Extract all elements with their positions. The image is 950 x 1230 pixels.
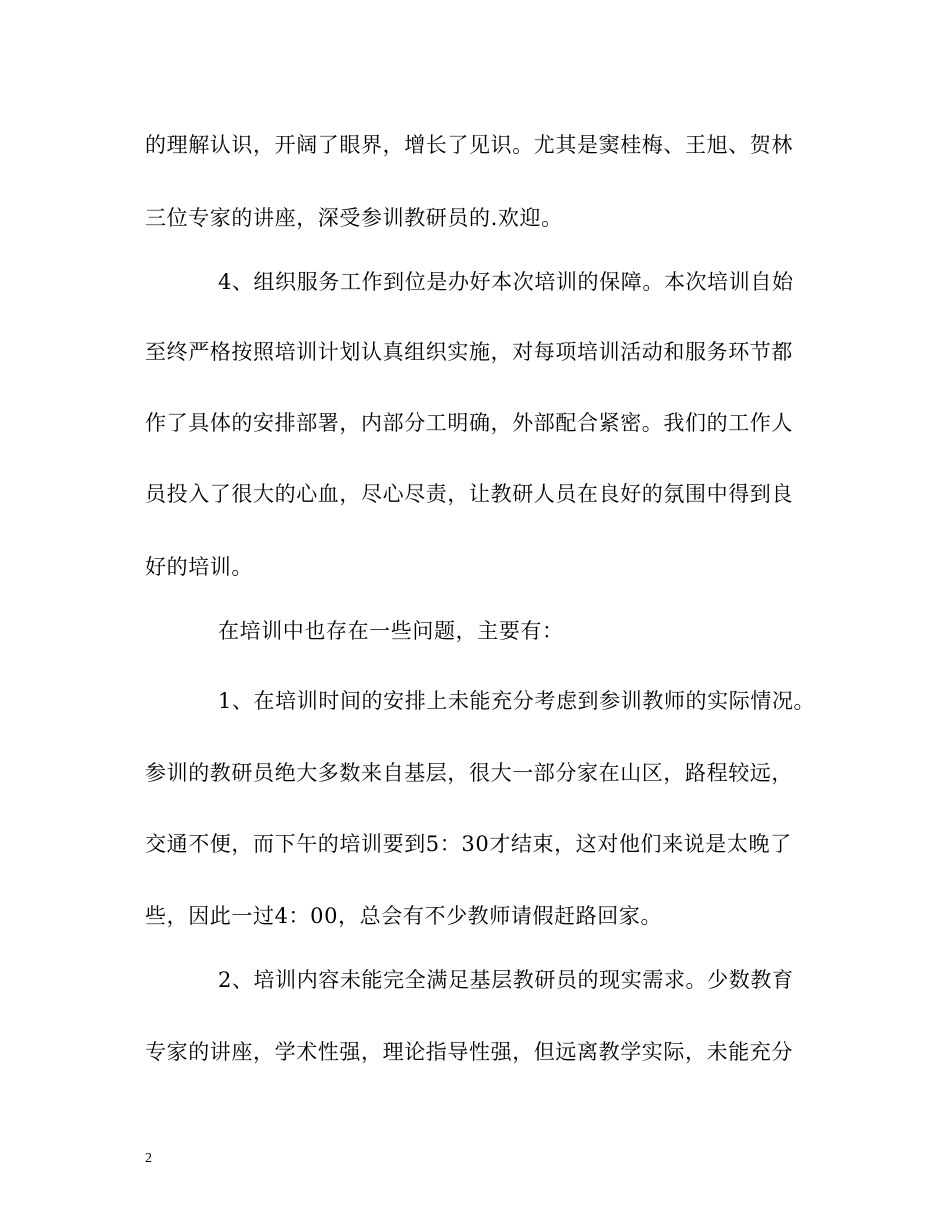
page-number: 2 [145, 1151, 152, 1166]
text-line: 作了具体的安排部署，内部分工明确，外部配合紧密。我们的工作人 [145, 411, 793, 435]
text-line: 三位专家的讲座，深受参训教研员的.欢迎。 [145, 206, 563, 230]
text-line: 员投入了很大的心血，尽心尽责，让教研人员在良好的氛围中得到良 [145, 482, 793, 506]
text-line: 参训的教研员绝大多数来自基层，很大一部分家在山区，路程较远， [145, 761, 793, 785]
text-line: 专家的讲座，学术性强，理论指导性强，但远离教学实际，未能充分 [145, 1040, 793, 1064]
text-line: 至终严格按照培训计划认真组织实施，对每项培训活动和服务环节都 [145, 340, 793, 364]
paragraph-start-line: 2、培训内容未能完全满足基层教研员的现实需求。少数教育 [218, 968, 794, 992]
paragraph-start-line: 在培训中也存在一些问题，主要有： [218, 619, 564, 643]
text-line: 些，因此一过4：00，总会有不少教师请假赶路回家。 [145, 904, 663, 928]
paragraph-start-line: 4、组织服务工作到位是办好本次培训的保障。本次培训自始 [218, 270, 794, 294]
text-line: 好的培训。 [145, 555, 253, 579]
text-line: 交通不便，而下午的培训要到5：30才结束，这对他们来说是太晚了 [145, 832, 792, 856]
text-line: 的理解认识，开阔了眼界，增长了见识。尤其是窦桂梅、王旭、贺林 [145, 133, 793, 157]
paragraph-start-line: 1、在培训时间的安排上未能充分考虑到参训教师的实际情况。 [218, 689, 816, 713]
